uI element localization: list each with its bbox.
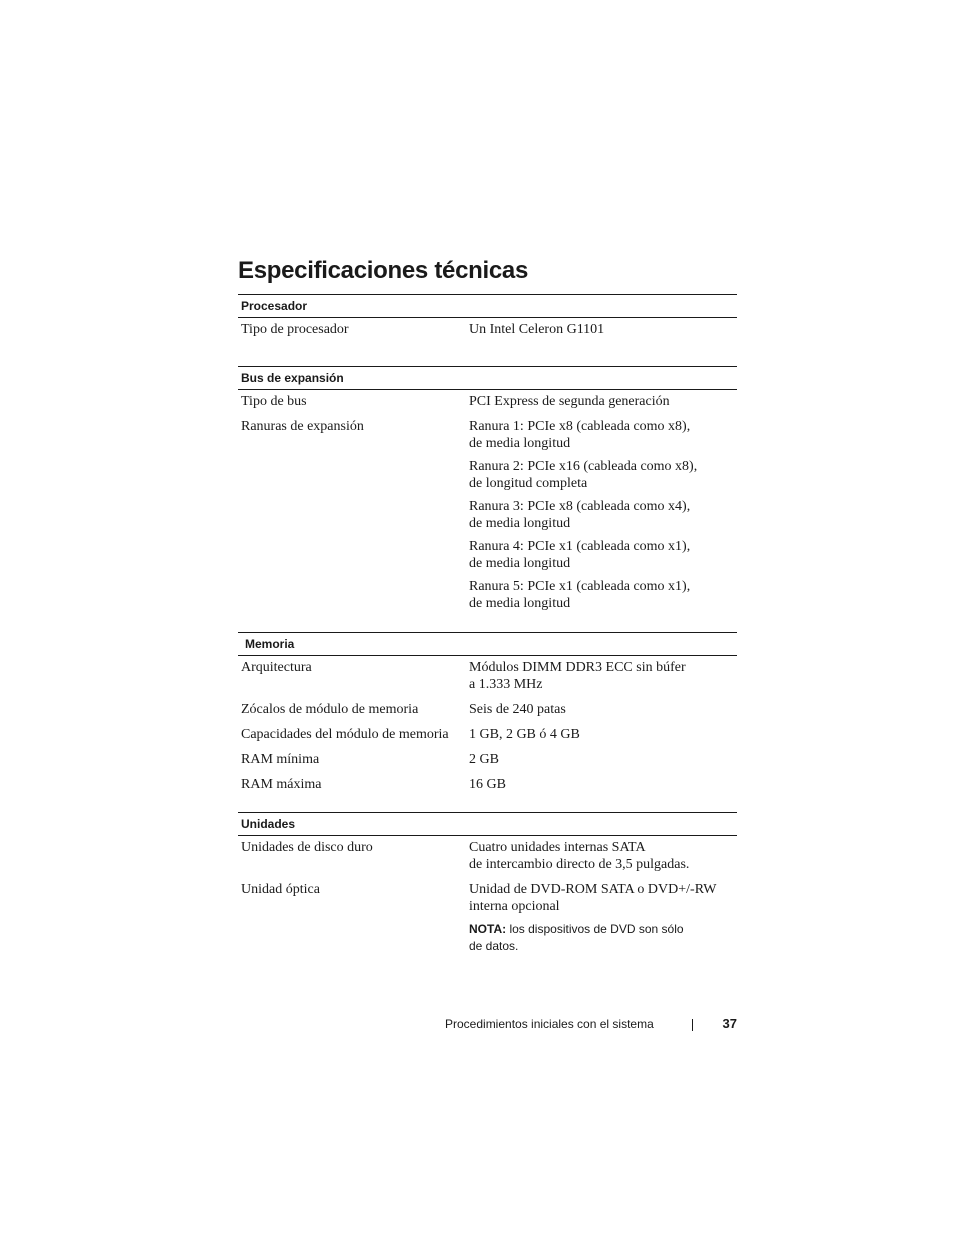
note-label: NOTA: — [469, 922, 507, 936]
value-line: de intercambio directo de 3,5 pulgadas. — [469, 857, 690, 872]
value-line: a 1.333 MHz — [469, 677, 543, 692]
slot-line: Ranura 5: PCIe x1 (cableada como x1), — [469, 579, 691, 594]
slot-entry — [469, 418, 737, 452]
spec-label: RAM mínima — [241, 752, 320, 767]
spec-row-processor-type — [238, 321, 737, 338]
value-line: Cuatro unidades internas SATA — [469, 840, 646, 855]
spec-row-min-ram — [238, 751, 737, 768]
value-line: Módulos DIMM DDR3 ECC sin búfer — [469, 660, 686, 675]
slot-entry — [469, 458, 737, 492]
value-line: Unidad de DVD-ROM SATA o DVD+/-RW — [469, 882, 717, 897]
slot-line: Ranura 4: PCIe x1 (cableada como x1), — [469, 539, 691, 554]
spec-label: Capacidades del módulo de memoria — [241, 727, 449, 742]
spec-row-module-capacities — [238, 726, 737, 743]
spec-value: PCI Express de segunda generación — [469, 394, 670, 409]
spec-value: 2 GB — [469, 752, 499, 767]
note-text: los dispositivos de DVD son sólo — [509, 922, 684, 936]
slot-line: de media longitud — [469, 556, 571, 571]
slot-line: Ranura 2: PCIe x16 (cableada como x8), — [469, 459, 698, 474]
footer-chapter-title: Procedimientos iniciales con el sistema — [445, 1017, 654, 1031]
spec-label: Zócalos de módulo de memoria — [241, 702, 419, 717]
spec-label: Unidad óptica — [241, 882, 320, 897]
page-footer — [445, 1015, 737, 1033]
drives-section — [238, 812, 737, 963]
memory-section — [238, 632, 737, 801]
spec-value — [469, 839, 737, 873]
page-title: Especificaciones técnicas — [238, 257, 528, 284]
spec-value: 16 GB — [469, 777, 506, 792]
slot-entry — [469, 538, 737, 572]
spec-value — [469, 418, 737, 612]
slot-line: Ranura 3: PCIe x8 (cableada como x4), — [469, 499, 691, 514]
spec-label: RAM máxima — [241, 777, 322, 792]
value-line: interna opcional — [469, 899, 560, 914]
spec-value: Seis de 240 patas — [469, 702, 566, 717]
expansion-bus-section — [238, 366, 737, 620]
spec-label: Tipo de bus — [241, 394, 307, 409]
section-header-expansion-bus: Bus de expansión — [238, 366, 737, 390]
spec-row-bus-type — [238, 393, 737, 410]
note-line: de datos. — [469, 939, 519, 953]
spec-value — [469, 659, 737, 693]
slot-line: de media longitud — [469, 596, 571, 611]
spec-row-memory-sockets — [238, 701, 737, 718]
spec-value: Un Intel Celeron G1101 — [469, 322, 605, 337]
spec-row-max-ram — [238, 776, 737, 793]
footer-separator — [692, 1019, 693, 1031]
spec-label: Unidades de disco duro — [241, 840, 373, 855]
spec-label: Ranuras de expansión — [241, 419, 364, 434]
page-number: 37 — [722, 1016, 737, 1031]
slot-line: Ranura 1: PCIe x8 (cableada como x8), — [469, 419, 691, 434]
section-header-drives: Unidades — [238, 812, 737, 836]
slot-line: de media longitud — [469, 436, 571, 451]
section-header-memory: Memoria — [238, 632, 737, 656]
processor-section — [238, 294, 737, 346]
spec-row-architecture — [238, 659, 737, 693]
note-line — [469, 921, 737, 938]
spec-row-expansion-slots — [238, 418, 737, 612]
note — [469, 921, 737, 955]
slot-line: de media longitud — [469, 516, 571, 531]
section-header-processor: Procesador — [238, 294, 737, 318]
spec-label: Tipo de procesador — [241, 322, 349, 337]
slot-entry — [469, 498, 737, 532]
slot-line: de longitud completa — [469, 476, 588, 491]
spec-value: 1 GB, 2 GB ó 4 GB — [469, 727, 580, 742]
spec-row-hard-drives — [238, 839, 737, 873]
spec-value — [469, 881, 737, 955]
slot-entry — [469, 578, 737, 612]
spec-label: Arquitectura — [241, 660, 312, 675]
spec-row-optical-drive — [238, 881, 737, 955]
